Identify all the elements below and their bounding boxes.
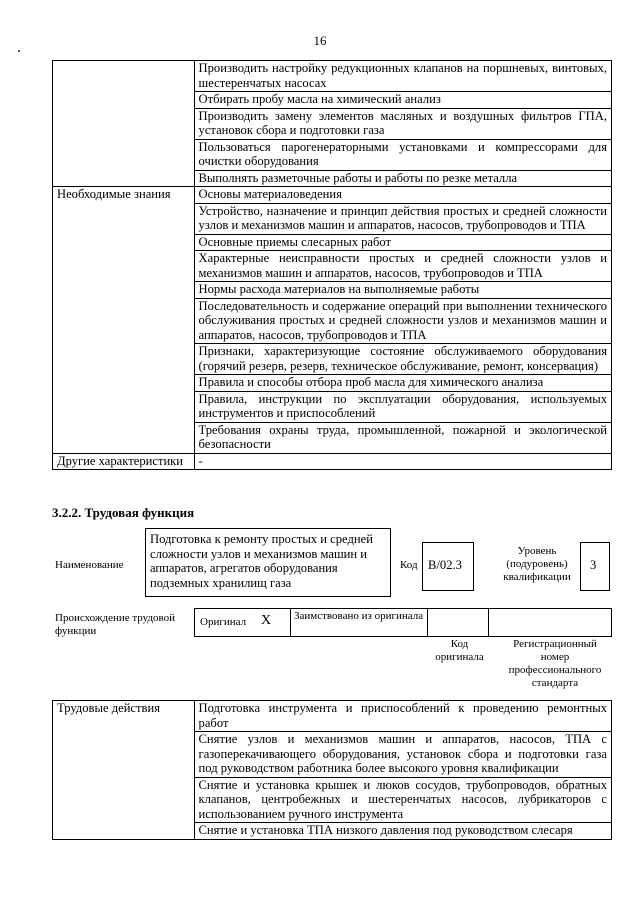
reg-number-label: Регистрационный номер профессионального стандарта bbox=[508, 638, 602, 689]
origin-divider-2 bbox=[427, 608, 428, 637]
name-label: Наименование bbox=[55, 559, 124, 571]
table-cell: Требования охраны труда, промышленной, пожарной и экологической безопасности bbox=[194, 422, 611, 453]
table-cell: Снятие и установка ТПА низкого давления под руководством слесаря bbox=[194, 823, 611, 840]
table-cell: Выполнять разметочные работы и работы по резке металла bbox=[194, 170, 611, 187]
table-cell: Правила, инструкции по эксплуатации оборудования, используемых инструментов и приспособлений bbox=[194, 391, 611, 422]
code-label: Код bbox=[400, 559, 418, 571]
original-mark: X bbox=[261, 613, 272, 628]
origin-divider-1 bbox=[290, 608, 291, 637]
level-label: Уровень (подуровень) квалификации bbox=[503, 545, 571, 583]
other-characteristics-value: - bbox=[194, 453, 611, 470]
code-value: B/02.3 bbox=[428, 558, 462, 572]
table-cell: Устройство, назначение и принцип действия простых и средней сложности узлов и механизмов машин и аппаратов, насосов, трубопроводов и ТПА bbox=[194, 203, 611, 234]
table-row bbox=[53, 453, 612, 470]
table-cell: Правила и способы отбора проб масла для химического анализа bbox=[194, 375, 611, 392]
borrowed-label: Заимствовано из оригинала bbox=[294, 610, 424, 622]
table-cell: Пользоваться парогенераторными установками и компрессорами для очистки оборудования bbox=[194, 139, 611, 170]
origin-code-label: Код оригинала bbox=[435, 638, 484, 663]
table-cell: Характерные неисправности простых и средней сложности узлов и механизмов машин и аппаратов, насосов, трубопроводов и ТПА bbox=[194, 251, 611, 282]
section-title: 3.2.2. Трудовая функция bbox=[52, 505, 195, 520]
table-cell: Основные приемы слесарных работ bbox=[194, 234, 611, 251]
table-cell: Производить замену элементов масляных и воздушных фильтров ГПА, установок сбора и подготовки газа bbox=[194, 108, 611, 139]
table-cell: Последовательность и содержание операций при выполнении технического обслуживания простых и средней сложности узлов и механизмов машин и аппаратов, насосов, трубопроводов и ТПА bbox=[194, 298, 611, 344]
actions-label: Трудовые действия bbox=[53, 701, 195, 840]
table-cell: Производить настройку редукционных клапанов на поршневых, винтовых, шестеренчатых насосах bbox=[194, 61, 611, 92]
table-cell: Признаки, характеризующие состояние обслуживаемого оборудования (горячий резерв, резерв, техническое обслуживание, ремонт, консервация) bbox=[194, 344, 611, 375]
other-characteristics-label: Другие характеристики bbox=[53, 453, 195, 470]
table-row bbox=[53, 701, 612, 732]
table-cell: Снятие и установка крышек и люков сосудов, трубопроводов, обратных клапанов, центробежных и шестеренчатых насосов, лубрикаторов с использованием ручного инструмента bbox=[194, 777, 611, 823]
origin-divider-3 bbox=[488, 608, 489, 637]
table-row bbox=[53, 187, 612, 204]
table-cell: Нормы расхода материалов на выполняемые работы bbox=[194, 282, 611, 299]
level-value: 3 bbox=[590, 558, 597, 572]
page-number: 16 bbox=[313, 33, 327, 48]
skills-label-cell bbox=[53, 61, 195, 187]
origin-label: Происхождение трудовой функции bbox=[55, 612, 176, 637]
table-cell: Отбирать пробу масла на химический анализ bbox=[194, 92, 611, 109]
table-cell: Основы материаловедения bbox=[194, 187, 611, 204]
scan-speck bbox=[18, 50, 20, 52]
knowledge-label: Необходимые знания bbox=[53, 187, 195, 454]
table-row bbox=[53, 61, 612, 92]
table-cell: Снятие узлов и механизмов машин и аппаратов, насосов, ТПА с газоперекачивающего оборудования, установок сбора и подготовки газа под руководством работника более высокого уровня квалификации bbox=[194, 732, 611, 778]
original-label: Оригинал bbox=[200, 616, 247, 628]
actions-table bbox=[52, 700, 612, 840]
function-name-value: Подготовка к ремонту простых и средней сложности узлов и механизмов машин и аппаратов, агрегатов оборудования подземных хранилищ газа bbox=[150, 532, 373, 590]
competency-table bbox=[52, 60, 612, 470]
table-cell: Подготовка инструмента и приспособлений к проведению ремонтных работ bbox=[194, 701, 611, 732]
